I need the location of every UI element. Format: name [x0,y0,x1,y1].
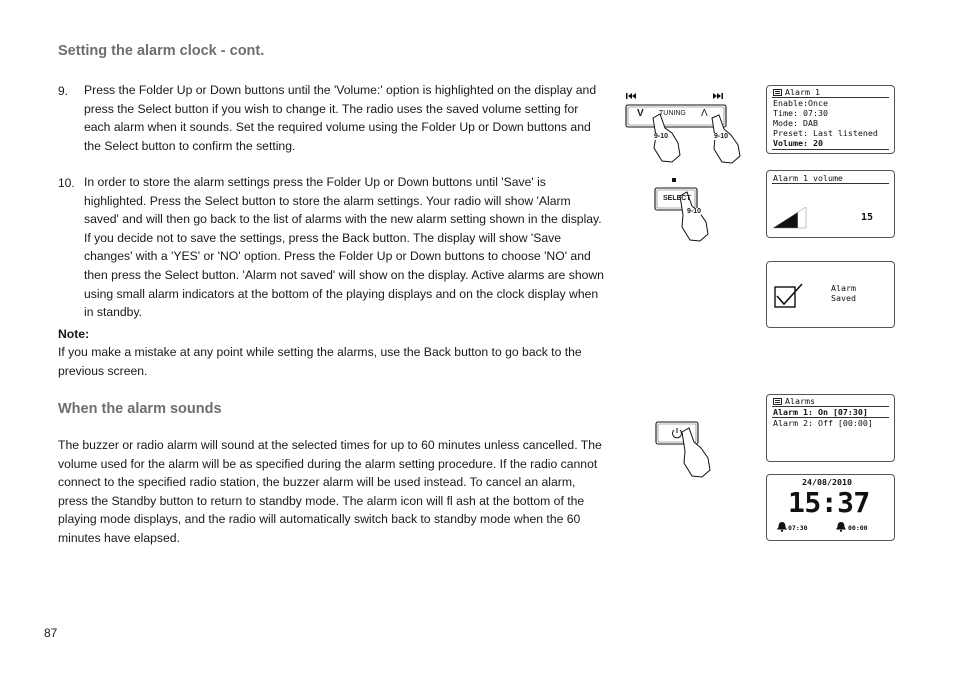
menu-icon [773,89,782,96]
lcd-alarm1 [766,85,895,154]
note-text: If you make a mistake at any point while setting the alarms, use the Back button to go back to the previous screen. [58,345,582,378]
tuning-down-icon: V [637,108,644,119]
select-label: SELECT [663,195,691,202]
lcd-alarms-line1: Alarm 1: On [07:30] [773,407,868,417]
finger-select-label: 9-10 [687,208,702,215]
tuning-up-icon: Λ [701,108,708,119]
lcd-volume [766,170,895,238]
stop-icon [672,178,676,182]
lcd-saved-line2: Saved [831,293,856,303]
page-heading: Setting the alarm clock - cont. [58,43,265,59]
step-9-text: Press the Folder Up or Down buttons until the 'Volume:' option is highlighted on the display and press the Select button if you wish to change it. The radio uses the saved volume setting for each alarm when it sounds. Set the required volume using the Folder Up or Down buttons and the Select button to confirm the setting. [84,83,597,153]
lcd-alarm1-title: Alarm 1 [785,87,820,97]
finger-right-label: 9-10 [714,133,729,140]
step-10-number: 10. [58,176,75,190]
lcd-clock [766,474,895,541]
tuning-label: TUNING [659,110,686,117]
step-9-number: 9. [58,84,69,98]
lcd-clock-alarm2: 00:00 [848,524,868,532]
lcd-alarm1-line: Preset: Last listened [773,128,878,138]
step-10-text: In order to store the alarm settings press the Folder Up or Down buttons until 'Save' is highlighted. Press the Select button to store the alarm settings. Your radio will show 'Alarm saved' and will then go back to the list of alarms with the new alarm setting shown in the display. If you decide not to save the settings, press the Back button. The display will show 'Save changes' with a 'YES' or 'NO' option. Press the Folder Up or Down buttons to choose 'NO' and then press the Select button. 'Alarm not saved' will show on the display. Active alarms are shown using small alarm indicators at the bottom of the playing displays and on the clock display when in standby. [84,175,604,320]
lcd-alarms-list [766,394,895,462]
select-button-illustration [650,174,725,242]
lcd-alarm-saved [766,261,895,328]
lcd-alarm1-volume: Volume: 20 [773,138,823,148]
lcd-alarms-line2: Alarm 2: Off [00:00] [773,418,873,428]
section-heading-alarm-sounds: When the alarm sounds [58,401,222,417]
note-heading: Note: [58,327,90,341]
lcd-clock-alarm1: 07:30 [788,524,808,532]
alarm-bell-icon [776,521,788,532]
volume-level-bar [773,207,807,229]
lcd-alarm1-line: Enable:Once [773,98,828,108]
skip-forward-icon [713,93,723,99]
lcd-volume-value: 15 [861,212,874,223]
tuning-button-illustration [620,86,755,166]
lcd-volume-title: Alarm 1 volume [773,173,843,183]
lcd-alarms-title: Alarms [785,396,815,406]
lcd-saved-line1: Alarm [831,283,856,293]
lcd-alarm1-line: Mode: DAB [773,118,818,128]
page-number: 87 [44,626,58,640]
alarm-sounds-text: The buzzer or radio alarm will sound at the selected times for up to 60 minutes unless cancelled. The volume used for the alarm will be as specified during the alarm setting procedure. If the radio cannot connect to the specified radio station, the buzzer alarm will be used instead. To cancel an alarm, press the Standby button to return to standby mode. The alarm icon will fl ash at the bottom of the playing mode displays, and the radio will automatically switch back to standby mode when the 60 minutes have elapsed. [58,438,602,545]
lcd-alarm1-line: Time: 07:30 [773,108,828,118]
checkbox-tick-icon [774,282,804,312]
standby-button-illustration [652,418,727,478]
lcd-clock-date: 24/08/2010 [802,477,852,487]
finger-left-label: 9-10 [654,133,669,140]
lcd-clock-time: 15:37 [788,486,870,519]
alarm-bell-icon [835,521,847,532]
tuning-button-graphic [620,86,755,166]
skip-back-icon [626,93,636,99]
menu-icon [773,398,782,405]
